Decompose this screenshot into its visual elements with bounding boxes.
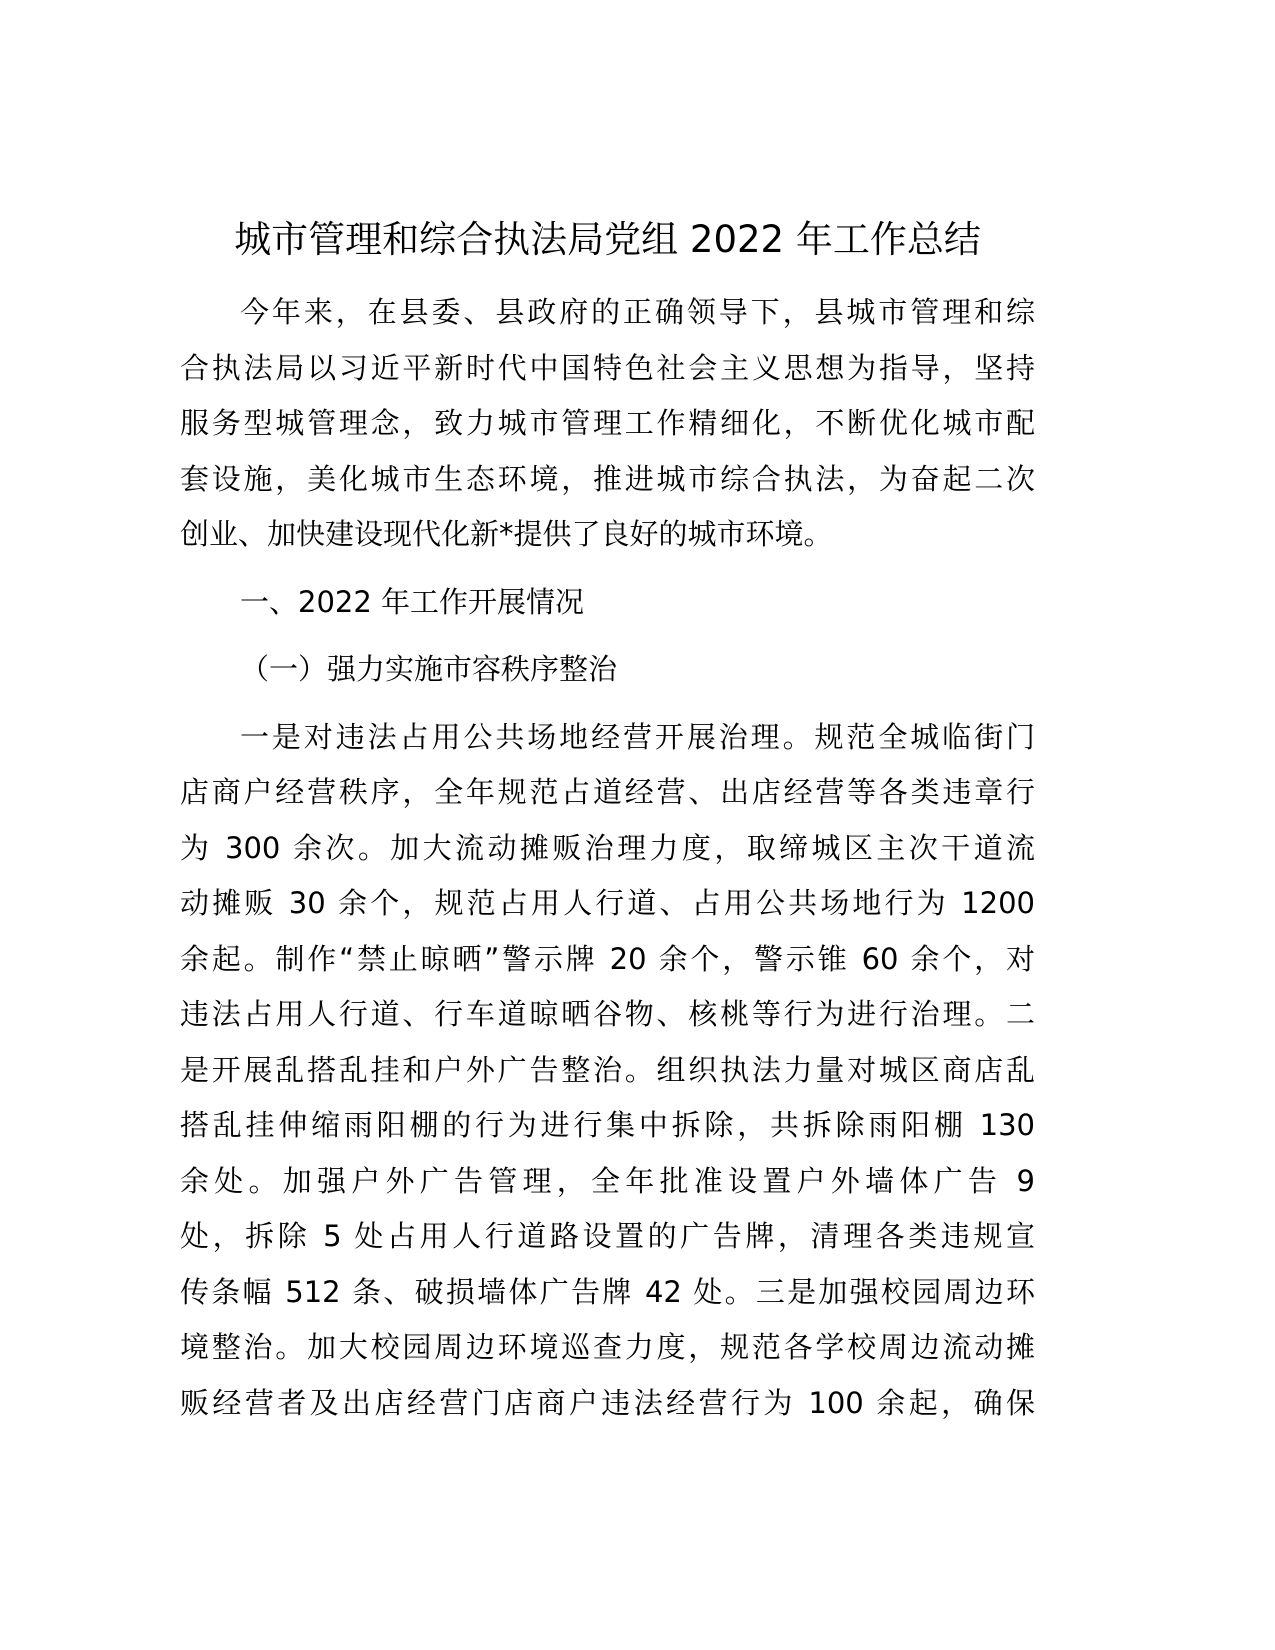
text-line: 是开展乱搭乱挂和户外广告整治。组织执法力量对城区商店乱 <box>180 1052 1035 1087</box>
text-line: 余处。加强户外广告管理，全年批准设置户外墙体广告 9 <box>180 1163 1035 1198</box>
text-line: 店商户经营秩序，全年规范占道经营、出店经营等各类违章行 <box>180 775 1035 809</box>
text-line: 合执法局以习近平新时代中国特色社会主义思想为指导，坚持 <box>180 350 1035 385</box>
text-line: 今年来，在县委、县政府的正确领导下，县城市管理和综 <box>240 295 1035 329</box>
paragraph <box>180 710 1035 1432</box>
text-line: 境整治。加大校园周边环境巡查力度，规范各学校周边流动摊 <box>180 1330 1035 1364</box>
text-line: 贩经营者及出店经营门店商户违法经营行为 100 余起，确保 <box>180 1385 1035 1420</box>
document-title: 城市管理和综合执法局党组 2022 年工作总结 <box>234 218 981 261</box>
text-line: 余起。制作“禁止晾晒”警示牌 20 余个，警示锥 60 余个，对 <box>180 941 1035 976</box>
text-line: 一、2022 年工作开展情况 <box>240 584 585 619</box>
text-line: 服务型城管理念，致力城市管理工作精细化，不断优化城市配 <box>180 406 1035 440</box>
text-line: （一）强力实施市容秩序整治 <box>240 652 618 686</box>
text-line: 一是对违法占用公共场地经营开展治理。规范全城临街门 <box>240 719 1035 754</box>
text-line: 搭乱挂伸缩雨阳棚的行为进行集中拆除，共拆除雨阳棚 130 <box>180 1108 1035 1142</box>
text-line: 违法占用人行道、行车道晾晒谷物、核桃等行为进行治理。二 <box>180 997 1035 1031</box>
paragraph <box>180 285 1035 563</box>
text-line: 创业、加快建设现代化新*提供了良好的城市环境。 <box>180 517 833 551</box>
text-line: 为 300 余次。加大流动摊贩治理力度，取缔城区主次干道流 <box>180 830 1035 865</box>
text-line: 动摊贩 30 余个，规范占用人行道、占用公共场地行为 1200 <box>180 886 1035 920</box>
paragraph <box>180 575 1035 631</box>
text-line: 套设施，美化城市生态环境，推进城市综合执法，为奋起二次 <box>180 461 1035 496</box>
text-line: 传条幅 512 条、破损墙体广告牌 42 处。三是加强校园周边环 <box>180 1274 1035 1309</box>
document-body <box>180 285 1035 1443</box>
paragraph <box>180 642 1035 698</box>
text-line: 处，拆除 5 处占用人行道路设置的广告牌，清理各类违规宣 <box>180 1219 1035 1253</box>
